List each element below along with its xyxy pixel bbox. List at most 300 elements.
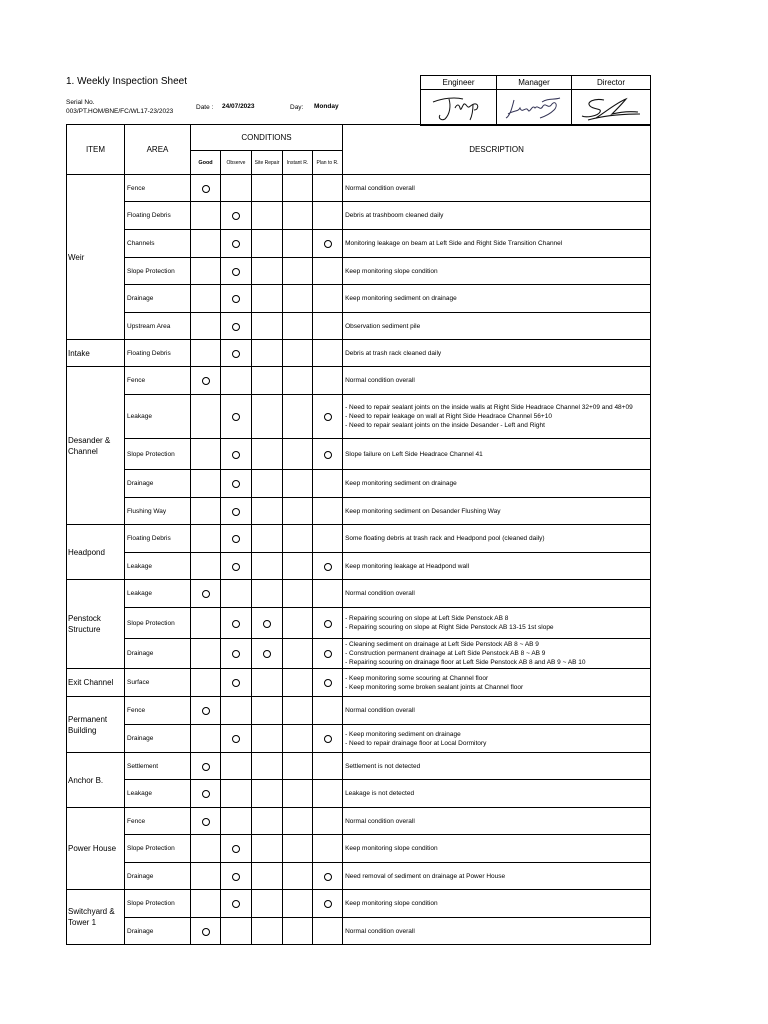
instant-cell [283,780,313,808]
site-repair-cell [252,808,283,835]
item-cell: Weir [67,175,125,340]
good-cell [191,553,221,580]
instant-cell [283,580,313,608]
description-line: Normal condition overall [345,817,415,825]
circle-mark-icon [324,563,332,571]
good-cell [191,367,221,395]
description-line: - Repairing scouring on slope at Right Side Penstock AB 13-15 1st slope [345,624,554,631]
good-cell [191,258,221,285]
instant-cell [283,340,313,367]
circle-mark-icon [202,377,210,385]
description-cell [343,313,651,340]
description-line: Need removal of sediment on drainage at Power House [345,872,506,880]
good-cell [191,669,221,697]
good-cell [191,470,221,498]
plan-cell [313,313,343,340]
site-repair-cell [252,230,283,258]
good-cell [191,230,221,258]
description-header: DESCRIPTION [343,125,651,175]
table-row [67,580,651,608]
site-repair-cell [252,553,283,580]
table-row [67,175,651,202]
circle-mark-icon [202,818,210,826]
day-label: Day: [290,104,304,111]
table-row [67,439,651,470]
description-line: - Repairing scouring on slope at Left Side Penstock AB 8 [345,615,509,622]
instant-cell [283,918,313,945]
table-row [67,669,651,697]
site-repair-cell [252,285,283,313]
description-line: Keep monitoring sediment on drainage [345,480,457,487]
description-line: Settlement is not detected [345,762,421,770]
observe-cell [221,258,252,285]
description-line: Normal condition overall [345,707,415,714]
instant-cell [283,439,313,470]
site-repair-cell [252,395,283,439]
plan-cell [313,580,343,608]
description-cell [343,553,651,580]
area-cell: Slope Protection [125,890,191,918]
good-header: Good [191,151,221,175]
site-repair-cell [252,890,283,918]
instant-cell [283,863,313,890]
circle-mark-icon [324,900,332,908]
plan-cell [313,669,343,697]
good-cell [191,580,221,608]
observe-cell [221,395,252,439]
area-cell: Slope Protection [125,258,191,285]
date-label: Date : [196,104,214,111]
circle-mark-icon [202,763,210,771]
good-cell [191,890,221,918]
director-signature [572,90,651,126]
good-cell [191,725,221,753]
description-line: Slope failure on Left Side Headrace Channel 41 [345,450,483,458]
plan-cell [313,395,343,439]
good-cell [191,175,221,202]
circle-mark-icon [232,413,240,421]
description-cell [343,669,651,697]
item-cell: Anchor B. [67,753,125,808]
table-row [67,753,651,780]
plan-cell [313,498,343,525]
circle-mark-icon [324,679,332,687]
area-cell: Leakage [125,580,191,608]
description-cell [343,202,651,230]
instant-cell [283,285,313,313]
instant-cell [283,639,313,669]
observe-cell [221,725,252,753]
observe-cell [221,669,252,697]
instant-cell [283,230,313,258]
site-repair-cell [252,863,283,890]
signature-table [420,75,651,126]
circle-mark-icon [202,928,210,936]
good-cell [191,639,221,669]
manager-signature [497,90,572,126]
description-cell [343,175,651,202]
description-line: - Keep monitoring sediment on drainage [345,730,461,738]
site-repair-cell [252,608,283,639]
plan-cell [313,367,343,395]
site-repair-cell [252,697,283,725]
area-cell: Surface [125,669,191,697]
site-repair-cell [252,439,283,470]
date-value: 24/07/2023 [222,103,255,110]
circle-mark-icon [232,480,240,488]
table-row [67,780,651,808]
table-row [67,367,651,395]
observe-cell [221,835,252,863]
circle-mark-icon [324,650,332,658]
description-cell [343,890,651,918]
area-cell: Fence [125,175,191,202]
plan-cell [313,863,343,890]
director-label: Director [572,76,651,90]
area-cell: Slope Protection [125,835,191,863]
description-cell [343,863,651,890]
table-row [67,863,651,890]
instant-cell [283,395,313,439]
circle-mark-icon [324,240,332,248]
instant-cell [283,525,313,553]
site-repair-cell [252,918,283,945]
plan-cell [313,202,343,230]
good-cell [191,498,221,525]
observe-cell [221,525,252,553]
circle-mark-icon [232,212,240,220]
site-repair-header: Site Repair [252,151,283,175]
observe-cell [221,313,252,340]
instant-cell [283,258,313,285]
observe-cell [221,498,252,525]
site-repair-cell [252,202,283,230]
circle-mark-icon [232,563,240,571]
table-row [67,553,651,580]
area-cell: Fence [125,697,191,725]
page-title: 1. Weekly Inspection Sheet [66,76,187,87]
good-cell [191,202,221,230]
plan-cell [313,230,343,258]
description-line: Debris at trash rack cleaned daily [345,349,442,357]
description-cell [343,230,651,258]
table-row [67,230,651,258]
observe-cell [221,367,252,395]
area-cell: Floating Debris [125,340,191,367]
table-row [67,258,651,285]
plan-cell [313,439,343,470]
description-cell [343,285,651,313]
good-cell [191,525,221,553]
site-repair-cell [252,725,283,753]
circle-mark-icon [202,707,210,715]
plan-cell [313,340,343,367]
area-cell: Drainage [125,639,191,669]
area-cell: Leakage [125,553,191,580]
plan-cell [313,285,343,313]
table-row [67,697,651,725]
site-repair-cell [252,780,283,808]
circle-mark-icon [324,735,332,743]
plan-cell [313,780,343,808]
description-cell [343,439,651,470]
description-line: Monitoring leakage on beam at Left Side and Right Side Transition Channel [345,240,563,247]
table-row [67,835,651,863]
description-cell [343,340,651,367]
table-row [67,285,651,313]
description-line: Keep monitoring slope condition [345,267,438,275]
site-repair-cell [252,313,283,340]
circle-mark-icon [263,620,271,628]
table-row [67,639,651,669]
plan-cell [313,753,343,780]
plan-cell [313,835,343,863]
instant-cell [283,367,313,395]
circle-mark-icon [232,873,240,881]
description-line: Normal condition overall [345,377,415,384]
good-cell [191,285,221,313]
good-cell [191,918,221,945]
observe-cell [221,697,252,725]
area-cell: Slope Protection [125,439,191,470]
observe-cell [221,918,252,945]
observe-cell [221,175,252,202]
table-row [67,470,651,498]
observe-cell [221,439,252,470]
area-cell: Floating Debris [125,202,191,230]
description-line: Keep monitoring slope condition [345,845,438,852]
circle-mark-icon [232,620,240,628]
item-cell: Headpond [67,525,125,580]
plan-cell [313,175,343,202]
description-cell [343,525,651,553]
site-repair-cell [252,258,283,285]
instant-cell [283,835,313,863]
description-line: - Repairing scouring on drainage floor at Left Side Penstock AB 8 and AB 9 ~ AB 10 [345,659,586,666]
instant-cell [283,725,313,753]
table-row [67,918,651,945]
description-cell [343,470,651,498]
table-row [67,313,651,340]
table-row [67,725,651,753]
circle-mark-icon [202,790,210,798]
description-line: Keep monitoring sediment on Desander Flushing Way [345,507,501,515]
table-row [67,395,651,439]
observe-cell [221,863,252,890]
instant-cell [283,608,313,639]
site-repair-cell [252,498,283,525]
description-cell [343,395,651,439]
site-repair-cell [252,753,283,780]
description-cell [343,697,651,725]
table-row [67,890,651,918]
table-row [67,202,651,230]
item-cell: Exit Channel [67,669,125,697]
table-row [67,608,651,639]
plan-header: Plan to R. [313,151,343,175]
description-cell [343,580,651,608]
description-line: Normal condition overall [345,184,415,192]
engineer-signature [421,90,497,126]
observe-cell [221,470,252,498]
circle-mark-icon [202,590,210,598]
instant-cell [283,498,313,525]
description-line: - Keep monitoring some scouring at Channel floor [345,674,489,682]
item-cell: Permanent Building [67,697,125,753]
observe-cell [221,608,252,639]
description-line: Keep monitoring sediment on drainage [345,295,457,302]
circle-mark-icon [232,735,240,743]
serial-label: Serial No. [66,99,95,106]
circle-mark-icon [232,323,240,331]
area-cell: Upstream Area [125,313,191,340]
area-cell: Drainage [125,918,191,945]
item-header: ITEM [67,125,125,175]
area-cell: Drainage [125,725,191,753]
good-cell [191,808,221,835]
description-line: Some floating debris at trash rack and Headpond pool (cleaned daily) [345,535,545,542]
description-cell [343,367,651,395]
item-cell: Switchyard & Tower 1 [67,890,125,945]
plan-cell [313,553,343,580]
area-header: AREA [125,125,191,175]
circle-mark-icon [232,240,240,248]
description-cell [343,808,651,835]
circle-mark-icon [232,845,240,853]
item-cell: Desander & Channel [67,367,125,525]
good-cell [191,439,221,470]
area-cell: Drainage [125,285,191,313]
plan-cell [313,697,343,725]
circle-mark-icon [232,268,240,276]
good-cell [191,313,221,340]
instant-cell [283,202,313,230]
circle-mark-icon [232,295,240,303]
plan-cell [313,808,343,835]
area-cell: Fence [125,367,191,395]
circle-mark-icon [232,508,240,516]
site-repair-cell [252,835,283,863]
observe-cell [221,202,252,230]
good-cell [191,697,221,725]
instant-cell [283,808,313,835]
site-repair-cell [252,340,283,367]
manager-label: Manager [497,76,572,90]
instant-header: Instant R. [283,151,313,175]
description-cell [343,639,651,669]
table-row [67,340,651,367]
description-line: - Construction permanent drainage at Left Side Penstock AB 8 ~ AB 9 [345,650,546,657]
day-value: Monday [314,103,339,110]
description-line: - Need to repair sealant joints on the inside Desander - Left and Right [345,422,545,429]
description-cell [343,258,651,285]
area-cell: Leakage [125,780,191,808]
plan-cell [313,725,343,753]
table-row [67,525,651,553]
description-line: Debris at trashboom cleaned daily [345,212,444,219]
good-cell [191,340,221,367]
description-line: Observation sediment pile [345,322,421,330]
circle-mark-icon [324,873,332,881]
area-cell: Settlement [125,753,191,780]
circle-mark-icon [324,620,332,628]
instant-cell [283,669,313,697]
plan-cell [313,258,343,285]
area-cell: Flushing Way [125,498,191,525]
description-line: - Need to repair drainage floor at Local Dormitory [345,739,487,747]
description-line: - Need to repair sealant joints on the inside walls at Right Side Headrace Channel 32+09 and 48+09 [345,404,633,411]
conditions-header: CONDITIONS [191,125,343,151]
observe-cell [221,753,252,780]
instant-cell [283,753,313,780]
description-cell [343,725,651,753]
description-line: - Keep monitoring some broken sealant joints at Channel floor [345,683,524,691]
area-cell: Leakage [125,395,191,439]
description-cell [343,608,651,639]
description-line: Keep monitoring slope condition [345,900,438,907]
good-cell [191,395,221,439]
description-cell [343,835,651,863]
inspection-table [66,124,651,945]
area-cell: Drainage [125,863,191,890]
plan-cell [313,525,343,553]
circle-mark-icon [232,451,240,459]
circle-mark-icon [324,451,332,459]
observe-cell [221,340,252,367]
table-row [67,808,651,835]
description-line: Leakage is not detected [345,790,415,797]
good-cell [191,780,221,808]
area-cell: Floating Debris [125,525,191,553]
site-repair-cell [252,525,283,553]
instant-cell [283,697,313,725]
circle-mark-icon [232,900,240,908]
site-repair-cell [252,580,283,608]
area-cell: Channels [125,230,191,258]
engineer-label: Engineer [421,76,497,90]
plan-cell [313,918,343,945]
serial-value: 003/PT.HOM/BNE/FC/WL17-23/2023 [66,108,174,115]
plan-cell [313,639,343,669]
observe-cell [221,808,252,835]
instant-cell [283,470,313,498]
area-cell: Fence [125,808,191,835]
circle-mark-icon [202,185,210,193]
site-repair-cell [252,175,283,202]
description-cell [343,918,651,945]
observe-cell [221,285,252,313]
observe-header: Observe [221,151,252,175]
area-cell: Drainage [125,470,191,498]
circle-mark-icon [324,413,332,421]
site-repair-cell [252,639,283,669]
plan-cell [313,608,343,639]
description-cell [343,498,651,525]
manager-signature-icon [502,94,566,122]
item-cell: Intake [67,340,125,367]
description-line: - Need to repair leakage on wall at Right Side Headrace Channel 56+10 [345,413,552,420]
circle-mark-icon [232,350,240,358]
engineer-signature-icon [429,94,489,122]
good-cell [191,608,221,639]
description-line: Normal condition overall [345,590,415,597]
observe-cell [221,780,252,808]
site-repair-cell [252,669,283,697]
instant-cell [283,553,313,580]
instant-cell [283,175,313,202]
circle-mark-icon [232,679,240,687]
description-line: Normal condition overall [345,927,415,935]
